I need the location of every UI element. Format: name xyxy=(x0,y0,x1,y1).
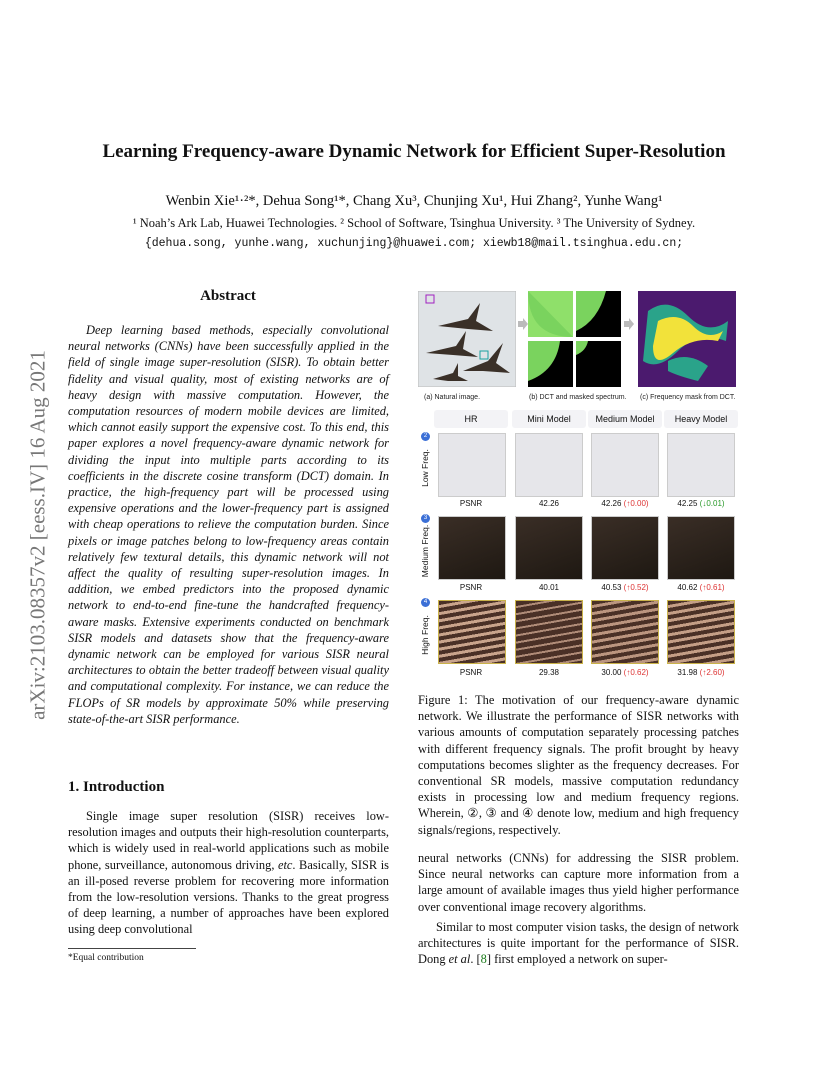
column-header-hr: HR xyxy=(434,410,508,428)
right-column-paragraph-1: neural networks (CNNs) for addressing the SISR problem. Since neural networks can capture more information from a large amount of available images thus yield higher performance over conventional image recovery algorithms. xyxy=(418,851,739,914)
dct-masked-spectrum xyxy=(528,291,622,387)
patch-low-mini xyxy=(515,433,583,497)
citation-link[interactable]: 8 xyxy=(480,952,487,967)
subfig-a-label: (a) Natural image. xyxy=(424,394,481,401)
footnote-rule xyxy=(68,948,196,949)
psnr-high-mini: 29.38 xyxy=(538,668,560,677)
column-header-heavy: Heavy Model xyxy=(664,410,738,428)
figure-1 xyxy=(418,288,740,688)
right-para2-part-a: Similar to most computer vision tasks, the design of network architectures is quite important for the performance of SISR. Dong xyxy=(418,920,739,967)
row-label-low: Low Freq. xyxy=(420,449,431,487)
subfig-c-label: (c) Frequency mask from DCT. xyxy=(640,394,736,401)
introduction-heading: 1. Introduction xyxy=(68,779,165,795)
high-freq-marker: 4 xyxy=(421,598,430,607)
right-para2-part-c: ] first employed a network on super- xyxy=(486,952,668,967)
patch-high-heavy xyxy=(667,600,735,664)
paper-title: Learning Frequency-aware Dynamic Network for Efficient Super-Resolution xyxy=(102,141,726,162)
low-freq-marker: 2 xyxy=(421,432,430,441)
patch-medium-medium xyxy=(591,516,659,580)
psnr-label: PSNR xyxy=(459,668,483,677)
psnr-low-heavy: 42.25 (↓0.01) xyxy=(677,499,725,508)
author-emails: {dehua.song, yunhe.wang, xuchunjing}@huawei.com; xiewb18@mail.tsinghua.edu.cn; xyxy=(144,237,684,250)
right-column-paragraph-2 xyxy=(418,919,739,968)
patch-high-medium xyxy=(591,600,659,664)
row-label-high: High Freq. xyxy=(420,615,430,655)
affiliations: ¹ Noah’s Ark Lab, Huawei Technologies. ² School of Software, Tsinghua University. ³ The University of Sydney. xyxy=(132,216,696,230)
figure-caption: Figure 1: The motivation of our frequency-aware dynamic network. We illustrate the performance of SISR networks with various amounts of computation separately processing patches with different frequency signals. The profit brought by heavy computations becomes slighter as the frequency decreases. For conventional SR models, massive computation redundancy exists in processing low and medium frequency regions. Wherein, ②, ③ and ④ denote low, medium and high frequency signals/regions, respectively. xyxy=(418,693,739,837)
psnr-high-medium: 30.00 (↑0.62) xyxy=(601,668,649,677)
psnr-low-mini: 42.26 xyxy=(538,499,560,508)
medium-freq-marker: 3 xyxy=(421,514,430,523)
psnr-medium-medium: 40.53 (↑0.52) xyxy=(601,583,649,592)
natural-image-birds xyxy=(418,291,516,387)
et-al: et al xyxy=(448,952,471,967)
arxiv-identifier xyxy=(18,290,58,780)
column-header-medium: Medium Model xyxy=(588,410,662,428)
patch-high-mini xyxy=(515,600,583,664)
subfig-b-label: (b) DCT and masked spectrum. xyxy=(529,394,627,401)
intro-etc: etc xyxy=(277,857,293,872)
psnr-label: PSNR xyxy=(459,583,483,592)
arrow-icon xyxy=(624,318,634,330)
right-para2-part-b: . [ xyxy=(470,952,481,967)
patch-low-hr xyxy=(438,433,506,497)
patch-medium-hr xyxy=(438,516,506,580)
footnote: *Equal contribution xyxy=(68,953,144,963)
psnr-medium-mini: 40.01 xyxy=(538,583,560,592)
abstract-heading: Abstract xyxy=(200,288,256,304)
psnr-medium-heavy: 40.62 (↑0.61) xyxy=(677,583,725,592)
intro-text-part-b: . Basically, SISR is an ill-posed reverse problem for recovering more information from the low-resolution versions. Thanks to the great progress of deep learning, a number of approaches have been explored using deep convolutional xyxy=(68,857,389,937)
introduction-text xyxy=(68,808,389,938)
psnr-high-heavy: 31.98 (↑2.60) xyxy=(677,668,725,677)
author-list: Wenbin Xie¹·²*, Dehua Song¹*, Chang Xu³, Chunjing Xu¹, Hui Zhang², Yunhe Wang¹ xyxy=(165,193,663,209)
arxiv-id-text: arXiv:2103.08357v2 [eess.IV] 16 Aug 2021 xyxy=(25,350,50,720)
patch-high-hr xyxy=(438,600,506,664)
patch-low-heavy xyxy=(667,433,735,497)
row-label-medium: Medium Freq. xyxy=(420,524,430,578)
frequency-mask xyxy=(638,291,736,387)
patch-low-medium xyxy=(591,433,659,497)
intro-text-part-a: Single image super resolution (SISR) receives low-resolution images and outputs their high-resolution counterparts, which is widely used in real-world applications such as mobile phone, surveillance, autonomous driving, xyxy=(68,809,389,872)
psnr-low-medium: 42.26 (↑0.00) xyxy=(601,499,649,508)
patch-medium-heavy xyxy=(667,516,735,580)
psnr-label: PSNR xyxy=(459,499,483,508)
abstract-text: Deep learning based methods, especially convolutional neural networks (CNNs) have been successfully applied in the field of single image super-resolution (SISR). To obtain better fidelity and visual quality, most of existing networks are of heavy design with massive computation. However, the computation resources of modern mobile devices are limited, which cannot easily support the expensive cost. To this end, this paper explores a novel frequency-aware dynamic network for dividing the input into multiple parts according to its coefficients in the discrete cosine transform (DCT) domain. In practice, the high-frequency part will be processed using expensive operations and the lower-frequency part is assigned with cheap operations to relieve the computation burden. Since pixels or image patches belong to low-frequency areas contain relatively few textural details, this dynamic network will not affect the quality of resulting super-resolution images. In addition, we embed predictors into the proposed dynamic network to end-to-end fine-tune the handcrafted frequency-aware masks. Extensive experiments conducted on benchmark SISR models and datasets show that the frequency-aware dynamic network can be employed for various SISR neural architectures to obtain the better tradeoff between visual quality and computational complexity. For instance, we can reduce the FLOPs of SR models by approximate 50% while preserving state-of-the-art SISR performance. xyxy=(68,323,389,726)
column-header-mini: Mini Model xyxy=(512,410,586,428)
arrow-icon xyxy=(518,318,528,330)
patch-medium-mini xyxy=(515,516,583,580)
